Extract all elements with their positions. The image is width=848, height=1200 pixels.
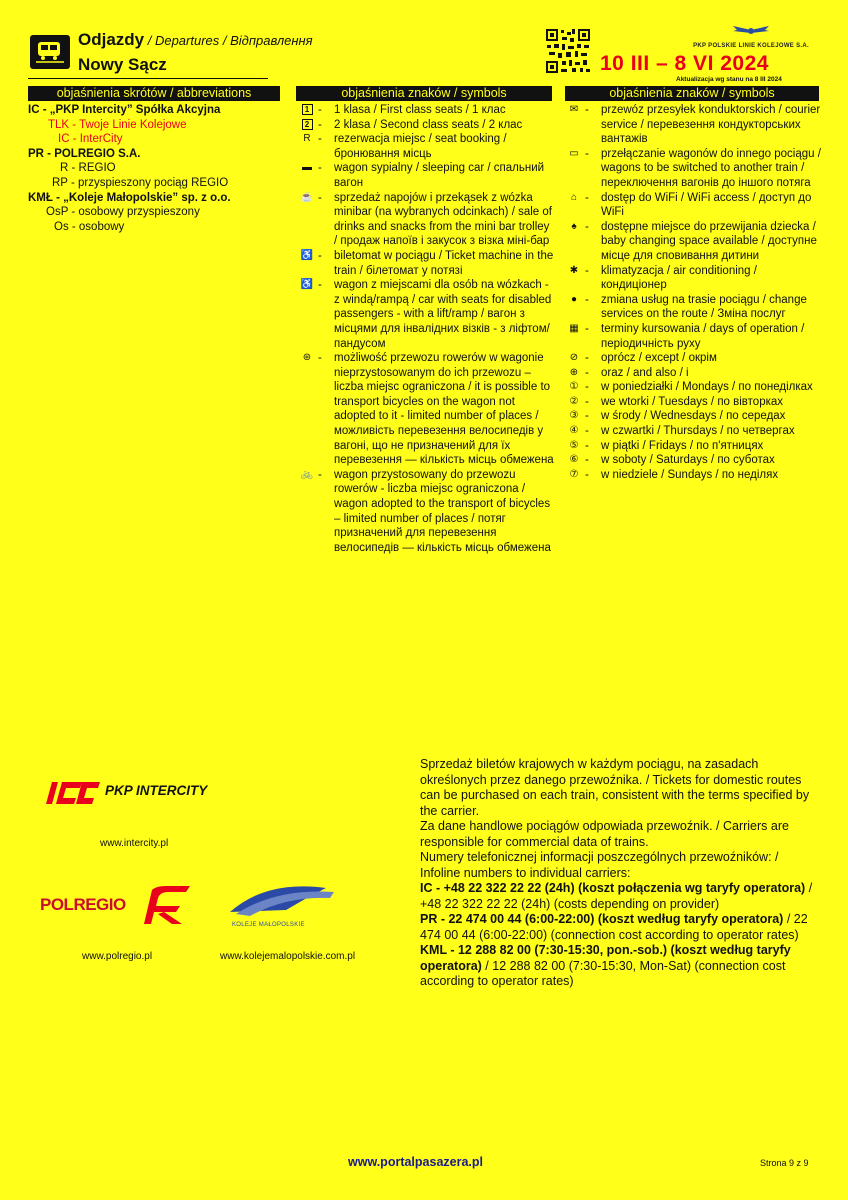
symbol-row: 2 - 2 klasa / Second class seats / 2 клас <box>296 118 554 133</box>
info-ic-phone: IC - +48 22 322 22 22 (24h) (koszt połączenia wg taryfy operatora) / +48 22 322 22 22 (24h) (costs depending on provider) <box>420 881 813 911</box>
calendar-icon: ▦ <box>569 322 579 334</box>
symbol-row: 🚲 - wagon przystosowany do przewozu rowerów - liczba miejsc ograniczona / wagon adopted to the transport of bicycles – limited number of places / потяг призначений для перевезення велосипедів — кількість місць обмежена <box>296 468 554 556</box>
symbol-row: ● - zmiana usług na trasie pociągu / change services on the route / Зміна послуг <box>563 293 825 322</box>
pkp-plk-logo <box>676 24 826 49</box>
symbol-row: ✉ - przewóz przesyłek konduktorskich / courier service / перевезення кондукторських вантажів <box>563 103 825 147</box>
header-divider <box>28 78 268 79</box>
intercity-logo-text: PKP INTERCITY <box>105 783 208 798</box>
pkp-logo-text: PKP POLSKIE LINIE KOLEJOWE S.A. <box>693 43 809 49</box>
info-tickets: Sprzedaż biletów krajowych w każdym pociągu, na zasadach określonych przez danego przewoźnika. / Tickets for domestic routes can be purchased on each train, consistent with the terms specified by the carrier. <box>420 757 810 818</box>
station-name: Nowy Sącz <box>78 55 167 74</box>
polregio-logo <box>138 884 200 931</box>
envelope-icon: ✉ <box>569 104 579 115</box>
ticket-machine-icon: ♿ <box>300 249 314 261</box>
abbreviation-row: RP - przyspieszony pociąg REGIO <box>52 176 229 189</box>
symbol-description: oprócz / except / окрім <box>601 352 717 365</box>
baby-changing-icon: ♠ <box>571 220 577 232</box>
symbol-row: ⑤ - w piątki / Fridays / по п'ятницях <box>563 439 825 454</box>
symbol-row: ♠ - dostępne miejsce do przewijania dziecka / baby changing space available / доступне місце для сповивання дитини <box>563 220 825 264</box>
symbol-description: 1 klasa / First class seats / 1 клас <box>334 104 506 116</box>
symbol-description: wagon z miejscami dla osób na wózkach - z windą/rampą / car with seats for disabled passengers - with a lift/ramp / вагон з місцями для інвалідних візків - з ліфтом/пандусом <box>334 279 552 350</box>
symbol-description: w czwartki / Thursdays / по четвергах <box>601 425 795 438</box>
sleeper-icon: ▬ <box>302 162 312 174</box>
wednesday-icon: ③ <box>569 410 579 422</box>
second-class-icon: 2 <box>296 118 318 133</box>
footer-url[interactable]: www.portalpasazera.pl <box>348 1155 483 1169</box>
symbol-description: w piątki / Fridays / по п'ятницях <box>601 439 764 452</box>
symbols-list-left <box>296 103 554 555</box>
km-url[interactable]: www.kolejemalopolskie.com.pl <box>220 951 356 962</box>
symbol-row: ⊛ - możliwość przewozu rowerów w wagonie nieprzystosowanym do ich przewozu – liczba miejsc ograniczona / it is possible to transport bicycles on the wagon not adopted to it - limited number of places / можливість перевезення велосипедів у вагоні, що не призначений для їх перевезення — кількість місць обмежена <box>296 351 554 468</box>
symbols-list-right <box>563 103 825 482</box>
service-change-icon: ● <box>570 293 578 305</box>
sunday-icon: ⑦ <box>569 468 579 480</box>
minibar-icon: ☕ <box>300 191 314 203</box>
symbols-header-left: objaśnienia znaków / symbols <box>296 86 552 101</box>
symbol-description: w soboty / Saturdays / по суботах <box>601 454 775 467</box>
symbol-description: terminy kursowania / days of operation / періодичність руху <box>601 322 805 350</box>
symbol-row: 1 - 1 klasa / First class seats / 1 клас <box>296 103 554 118</box>
symbol-description: dostępne miejsce do przewijania dziecka / baby changing space available / доступне місце для сповивання дитини <box>601 220 817 262</box>
symbol-row: ⌂ - dostęp do WiFi / WiFi access / доступ до WiFi <box>563 191 825 220</box>
wifi-icon: ⌂ <box>570 191 578 203</box>
symbol-row: ♿ - wagon z miejscami dla osób na wózkach - z windą/rampą / car with seats for disabled passengers - with a lift/ramp / вагон з місцями для інвалідних візків - з ліфтом/пандусом <box>296 278 554 351</box>
symbol-description: w poniedziałki / Mondays / по понеділках <box>601 381 813 394</box>
symbol-description: przewóz przesyłek konduktorskich / courier service / перевезення кондукторських вантажів <box>601 104 821 146</box>
symbol-description: wagon sypialny / sleeping car / спальний вагон <box>334 162 545 189</box>
and-also-icon: ⊕ <box>569 366 579 378</box>
symbol-description: sprzedaż napojów i przekąsek z wózka minibar (na wybranych odcinkach) / sale of drinks and snacks from the mini bar trolley / продаж напоїв і закусок з візка міні-бар <box>334 191 552 248</box>
wheelchair-icon: ♿ <box>300 279 314 291</box>
monday-icon: ① <box>569 381 579 393</box>
update-note: Aktualizacja wg stanu na 8 III 2024 <box>676 76 782 83</box>
validity-dates: 10 III – 8 VI 2024 <box>600 52 769 75</box>
bicycle-icon: 🚲 <box>300 468 314 480</box>
abbreviation-row: IC - „PKP Intercity” Spółka Akcyjna <box>28 104 221 116</box>
symbol-row: ② - we wtorki / Tuesdays / по вівторках <box>563 395 825 410</box>
symbol-row: ✱ - klimatyzacja / air conditioning / кондиціонер <box>563 264 825 293</box>
thursday-icon: ④ <box>569 425 579 437</box>
abbreviation-row: R - REGIO <box>60 162 116 175</box>
symbol-description: zmiana usług na trasie pociągu / change services on the route / Зміна послуг <box>601 293 807 321</box>
symbol-description: klimatyzacja / air conditioning / кондиціонер <box>601 264 757 292</box>
pkp-wings-icon <box>731 24 771 38</box>
intercity-url[interactable]: www.intercity.pl <box>100 838 169 849</box>
symbol-description: możliwość przewozu rowerów w wagonie nieprzystosowanym do ich przewozu – liczba miejsc ograniczona / it is possible to transport bicycles on the wagon not adopted to it - limited number of places / можливість перевезення велосипедів у вагоні, що не призначений для їх перевезення — кількість місць обмежена <box>334 352 554 467</box>
symbol-description: oraz / and also / і <box>601 366 689 379</box>
info-kml-phone: KML - 12 288 82 00 (7:30-15:30, pon.-sob.) (koszt według taryfy operatora) / 12 288 82 00 (7:30-15:30, Mon-Sat) (connection cost according to operator rates) <box>420 943 791 988</box>
koleje-malopolskie-logo <box>226 880 346 925</box>
abbreviation-row: OsP - osobowy przyspieszony <box>46 206 200 219</box>
train-icon <box>30 35 70 69</box>
first-class-icon: 1 <box>296 103 318 118</box>
wagon-switch-icon: ▭ <box>569 147 579 159</box>
symbol-row: ⊘ - oprócz / except / окрім <box>563 351 825 366</box>
friday-icon: ⑤ <box>569 439 579 451</box>
abbreviation-row: PR - POLREGIO S.A. <box>28 147 141 160</box>
symbol-row: R - rezerwacja miejsc / seat booking / бронювання місць <box>296 132 554 161</box>
info-block <box>420 757 820 990</box>
symbol-row: ④ - w czwartki / Thursdays / по четвергах <box>563 424 825 439</box>
symbol-row: ♿ - biletomat w pociągu / Ticket machine in the train / білетомат у потязі <box>296 249 554 278</box>
abbreviations-list <box>28 103 288 234</box>
abbreviation-row: IC - InterCity <box>58 133 123 146</box>
info-pr-phone: PR - 22 474 00 44 (6:00-22:00) (koszt według taryfy operatora) / 22 474 00 44 (6:00-22:00) (connection cost according to operator rates) <box>420 912 808 942</box>
except-icon: ⊘ <box>569 352 579 364</box>
symbol-description: we wtorki / Tuesdays / по вівторках <box>601 395 784 408</box>
reservation-icon: R <box>303 133 311 145</box>
symbol-description: przełączanie wagonów do innego pociągu / wagons to be switched to another train / переключення вагонів до іншого потяга <box>601 147 821 189</box>
symbol-row: ▬ - wagon sypialny / sleeping car / спальний вагон <box>296 161 554 190</box>
symbol-row: ③ - w środy / Wednesdays / по середах <box>563 409 825 424</box>
page-number: Strona 9 z 9 <box>760 1158 809 1168</box>
polregio-url[interactable]: www.polregio.pl <box>82 951 153 962</box>
saturday-icon: ⑥ <box>569 454 579 466</box>
abbreviation-row: TLK - Twoje Linie Kolejowe <box>48 118 187 131</box>
polregio-logo-text: POLREGIO <box>40 895 126 914</box>
qr-code[interactable] <box>544 27 592 75</box>
symbol-description: rezerwacja miejsc / seat booking / бронювання місць <box>334 133 507 160</box>
air-conditioning-icon: ✱ <box>569 264 579 276</box>
info-phones: Numery telefonicznej informacji poszczególnych przewoźników: / Infoline numbers to individual carriers: <box>420 850 779 880</box>
symbol-row: ⊕ - oraz / and also / і <box>563 366 825 381</box>
bicycle-limited-icon: ⊛ <box>302 352 312 364</box>
symbol-description: 2 klasa / Second class seats / 2 клас <box>334 118 523 131</box>
symbol-description: biletomat w pociągu / Ticket machine in the train / білетомат у потязі <box>334 249 554 277</box>
abbreviation-row: KMŁ - „Koleje Małopolskie” sp. z o.o. <box>28 191 231 204</box>
symbol-description: wagon przystosowany do przewozu rowerów - liczba miejsc ograniczona / wagon adopted to the transport of bicycles – limited number of places / потяг призначений для перевезення велосипедів — кількість місць обмежена <box>334 468 551 554</box>
symbol-description: w niedziele / Sundays / по неділях <box>601 468 779 481</box>
abbreviation-row: Os - osobowy <box>54 220 125 233</box>
symbol-row: ⑦ - w niedziele / Sundays / по неділях <box>563 468 825 483</box>
symbol-description: w środy / Wednesdays / по середах <box>601 410 786 423</box>
symbol-row: ▭ - przełączanie wagonów do innego pociągu / wagons to be switched to another train / переключення вагонів до іншого потяга <box>563 147 825 191</box>
symbol-row: ☕ - sprzedaż napojów i przekąsek z wózka minibar (na wybranych odcinkach) / sale of drinks and snacks from the mini bar trolley / продаж напоїв і закусок з візка міні-бар <box>296 191 554 249</box>
info-carriers: Za dane handlowe pociągów odpowiada przewoźnik. / Carriers are responsible for commercial data of trains. <box>420 819 789 849</box>
symbol-description: dostęp do WiFi / WiFi access / доступ до WiFi <box>601 191 812 219</box>
page-title: Odjazdy / Departures / Відправлення <box>78 30 313 49</box>
symbol-row: ⑥ - w soboty / Saturdays / по суботах <box>563 453 825 468</box>
symbols-header-right: objaśnienia znaków / symbols <box>565 86 819 101</box>
km-logo-text: KOLEJE MAŁOPOLSKIE <box>232 922 305 928</box>
symbol-row: ▦ - terminy kursowania / days of operation / періодичність руху <box>563 322 825 351</box>
tuesday-icon: ② <box>569 395 579 407</box>
symbol-row: ① - w poniedziałki / Mondays / по понеділках <box>563 380 825 395</box>
abbreviations-header: objaśnienia skrótów / abbreviations <box>28 86 280 101</box>
